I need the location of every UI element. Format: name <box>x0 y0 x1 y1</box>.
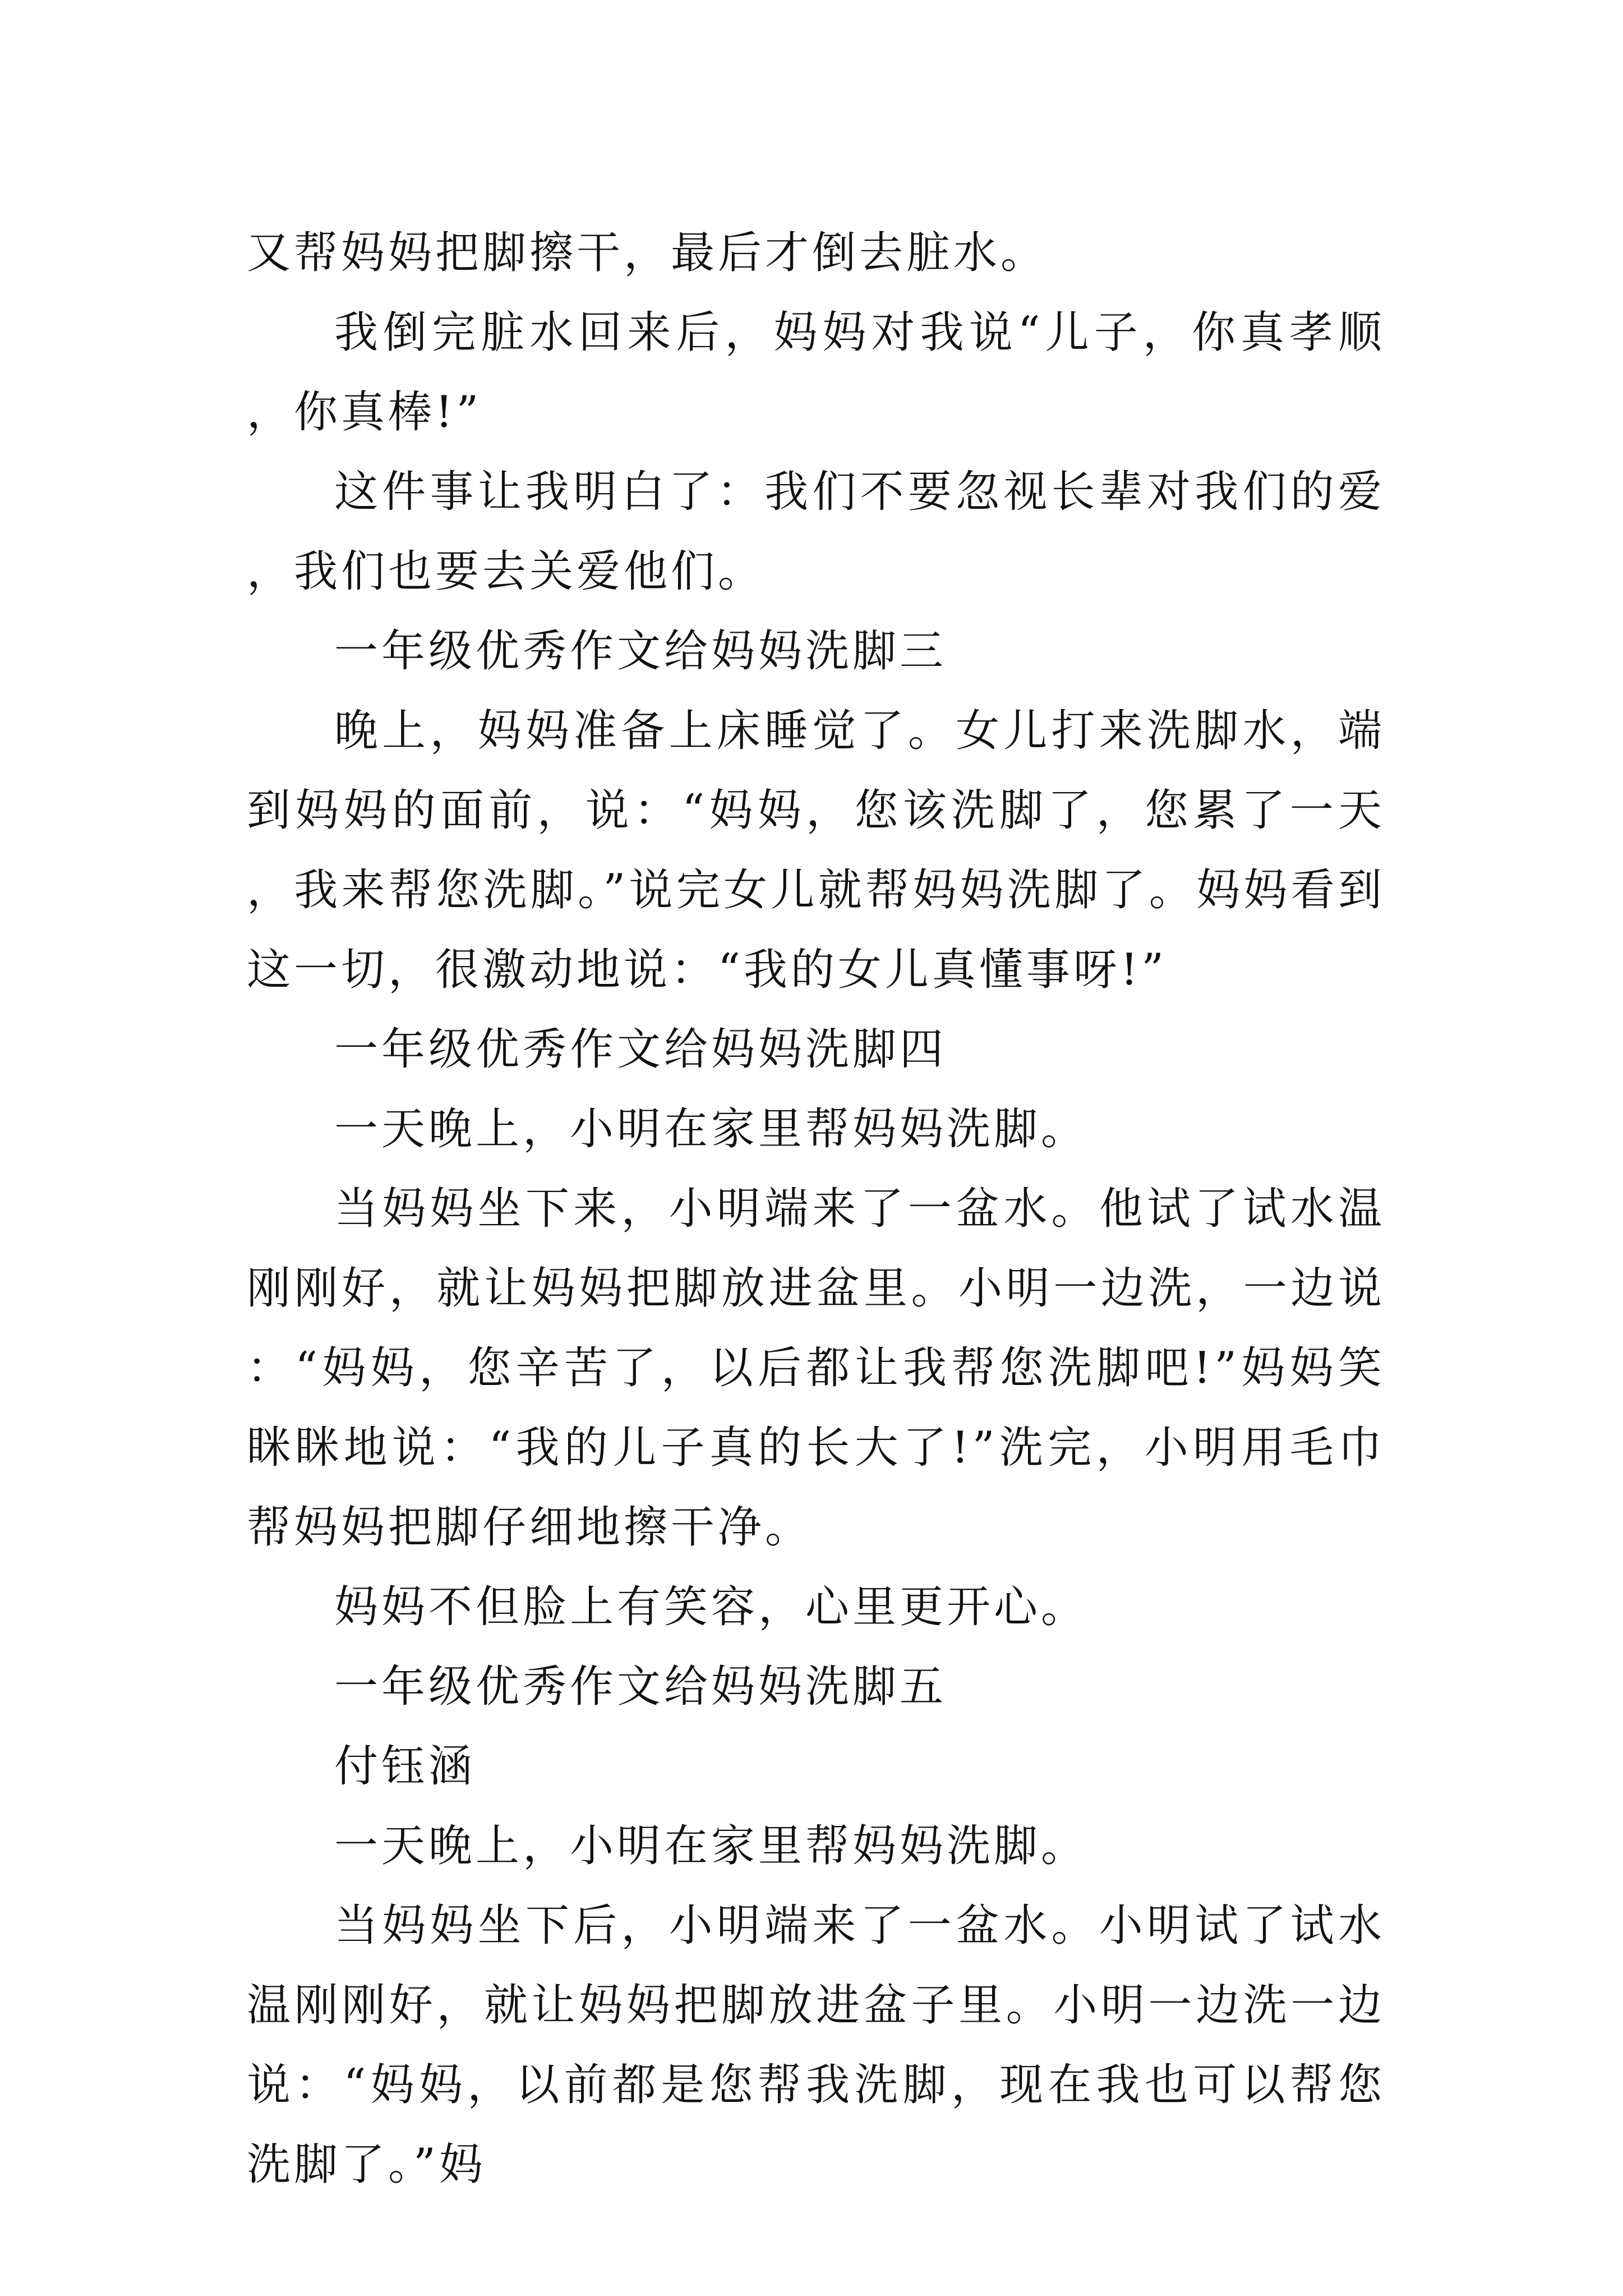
document-body <box>247 213 1385 2205</box>
paragraph-9: 当妈妈坐下后，小明端来了一盆水。小明试了试水温刚刚好，就让妈妈把脚放进盆子里。小明一边洗一边说：“妈妈，以前都是您帮我洗脚，现在我也可以帮您洗脚了。”妈 <box>247 1901 1385 2190</box>
paragraph-5: 一天晚上，小明在家里帮妈妈洗脚。 <box>334 1104 1089 1154</box>
paragraph-7: 妈妈不但脸上有笑容，心里更开心。 <box>334 1582 1089 1632</box>
section-heading-4: 一年级优秀作文给妈妈洗脚四 <box>334 1024 947 1075</box>
author-name: 付钰涵 <box>334 1741 476 1792</box>
section-heading-3: 一年级优秀作文给妈妈洗脚三 <box>334 626 947 677</box>
paragraph-4: 晚上，妈妈准备上床睡觉了。女儿打来洗脚水，端到妈妈的面前，说：“妈妈，您该洗脚了，您累了一天，我来帮您洗脚。”说完女儿就帮妈妈洗脚了。妈妈看到这一切，很激动地说：“我的女儿真懂事呀!” <box>247 706 1385 995</box>
paragraph-2: 我倒完脏水回来后，妈妈对我说“儿子，你真孝顺，你真棒!” <box>247 307 1385 438</box>
paragraph-6: 当妈妈坐下来，小明端来了一盆水。他试了试水温刚刚好，就让妈妈把脚放进盆里。小明一边洗，一边说：“妈妈，您辛苦了，以后都让我帮您洗脚吧!”妈妈笑眯眯地说：“我的儿子真的长大了!”洗完，小明用毛巾帮妈妈把脚仔细地擦干净。 <box>247 1184 1385 1553</box>
paragraph-8: 一天晚上，小明在家里帮妈妈洗脚。 <box>334 1821 1089 1871</box>
paragraph-3: 这件事让我明白了：我们不要忽视长辈对我们的爱，我们也要去关爱他们。 <box>247 467 1385 597</box>
section-heading-5: 一年级优秀作文给妈妈洗脚五 <box>334 1662 947 1712</box>
paragraph-1: 又帮妈妈把脚擦干，最后才倒去脏水。 <box>247 228 1048 278</box>
